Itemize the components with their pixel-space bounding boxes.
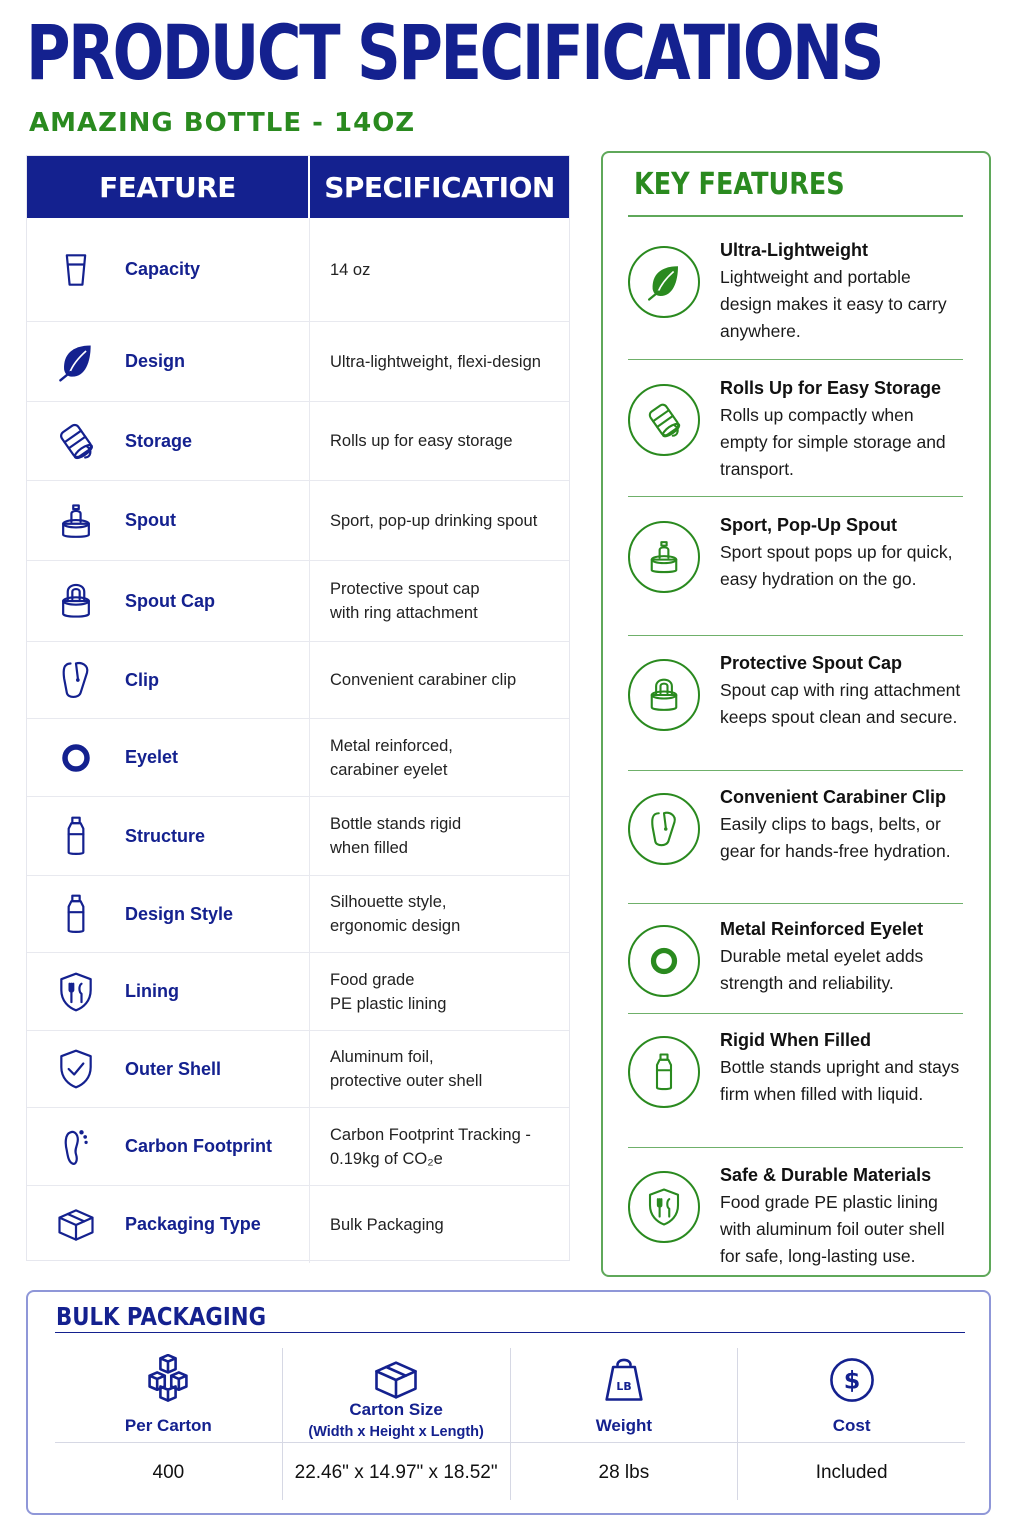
key-feature-item — [628, 1162, 963, 1270]
spec-feature-cell — [27, 322, 310, 401]
bulk-label: Cost — [832, 1416, 871, 1435]
spec-feature-cell — [27, 1186, 310, 1263]
boxes-icon — [55, 1354, 282, 1406]
spec-feature-cell — [27, 561, 310, 641]
rolled-bottle-icon — [27, 419, 125, 463]
key-feature-text — [720, 375, 963, 483]
bulk-packaging-panel — [26, 1290, 991, 1515]
box-icon — [283, 1354, 510, 1406]
bulk-packaging-rule — [55, 1332, 965, 1333]
key-feature-title: Rigid When Filled — [720, 1030, 871, 1050]
bulk-packaging-columns — [55, 1348, 965, 1500]
page-subtitle: AMAZING BOTTLE - 14OZ — [29, 108, 416, 138]
spec-feature-cell — [27, 481, 310, 560]
spec-feature-cell — [27, 402, 310, 480]
key-feature-item — [628, 916, 963, 997]
spec-table-header — [27, 156, 569, 218]
spec-feature-cell — [27, 719, 310, 796]
shield-utensils-icon — [628, 1171, 700, 1243]
spec-feature-cell — [27, 797, 310, 875]
spec-feature-label: Carbon Footprint — [125, 1136, 272, 1156]
key-feature-divider — [628, 903, 963, 904]
svg-text:$: $ — [843, 1366, 860, 1395]
cup-icon — [27, 248, 125, 292]
spec-rows — [27, 218, 569, 1263]
key-feature-item — [628, 237, 963, 345]
spout-icon — [628, 521, 700, 593]
spec-row — [27, 797, 569, 876]
weight-icon — [511, 1354, 738, 1406]
spec-feature-label: Spout Cap — [125, 590, 215, 611]
spec-feature-label: Outer Shell — [125, 1058, 222, 1079]
key-feature-item — [628, 375, 963, 483]
spec-row — [27, 322, 569, 402]
bulk-label-block — [283, 1400, 510, 1440]
key-feature-description: Easily clips to bags, belts, or gear for hands-free hydration. — [720, 814, 951, 861]
key-feature-item — [628, 784, 963, 865]
leaf-icon — [628, 246, 700, 318]
carabiner-icon — [27, 658, 125, 702]
bottle-icon — [628, 1036, 700, 1108]
key-feature-description: Rolls up compactly when empty for simple storage and transport. — [720, 405, 946, 479]
footprint-icon — [27, 1125, 125, 1169]
dollar-icon — [738, 1354, 965, 1406]
eyelet-icon — [27, 736, 125, 780]
key-feature-title: Metal Reinforced Eyelet — [720, 919, 924, 939]
key-feature-description: Lightweight and portable design makes it easy to carry anywhere. — [720, 267, 947, 341]
key-features-title: KEY FEATURES — [634, 167, 845, 202]
spout-cap-icon — [628, 659, 700, 731]
leaf-icon — [27, 340, 125, 384]
spec-row — [27, 1186, 569, 1263]
spec-row — [27, 402, 569, 481]
spec-row — [27, 876, 569, 953]
spec-row — [27, 953, 569, 1031]
bulk-label: Weight — [595, 1416, 653, 1435]
key-feature-text — [720, 784, 963, 865]
key-feature-description: Durable metal eyelet adds strength and reliability. — [720, 946, 924, 993]
page-title: PRODUCT SPECIFICATIONS — [26, 8, 883, 97]
key-feature-description: Sport spout pops up for quick, easy hydration on the go. — [720, 542, 953, 589]
spec-value: Aluminum foil, protective outer shell — [330, 1048, 483, 1090]
spec-feature-label: Structure — [125, 825, 206, 846]
bulk-column — [737, 1348, 965, 1500]
spec-row — [27, 642, 569, 719]
bottle-icon — [27, 814, 125, 858]
spec-feature-label: Capacity — [125, 259, 201, 279]
key-feature-divider — [628, 1013, 963, 1014]
key-feature-divider — [628, 1147, 963, 1148]
spec-feature-cell — [27, 1108, 310, 1185]
key-feature-title: Safe & Durable Materials — [720, 1165, 932, 1185]
spec-feature-label: Lining — [125, 981, 179, 1001]
spec-value: 14 oz — [330, 260, 371, 279]
spec-feature-label: Design Style — [125, 903, 234, 924]
spec-value: Bulk Packaging — [330, 1215, 444, 1234]
spec-value: Sport, pop-up drinking spout — [330, 511, 538, 530]
spec-feature-cell — [27, 218, 310, 321]
spec-value: Rolls up for easy storage — [330, 432, 513, 450]
bulk-value: 400 — [152, 1462, 185, 1483]
spec-feature-label: Packaging Type — [125, 1214, 261, 1234]
spec-row — [27, 1031, 569, 1108]
spec-feature-label: Eyelet — [125, 747, 179, 767]
key-feature-text — [720, 916, 963, 997]
carabiner-icon — [628, 793, 700, 865]
spec-value: Silhouette style, ergonomic design — [330, 893, 461, 935]
svg-text:LB: LB — [616, 1379, 632, 1393]
spec-value: Carbon Footprint Tracking - 0.19kg of CO₂e — [330, 1125, 531, 1168]
key-feature-title: Sport, Pop-Up Spout — [720, 515, 897, 535]
key-feature-description: Food grade PE plastic lining with aluminum foil outer shell for safe, long-lasting use. — [720, 1192, 945, 1266]
bulk-packaging-separator — [55, 1442, 965, 1443]
spec-value: Food grade PE plastic lining — [330, 970, 447, 1013]
spec-feature-cell — [27, 1031, 310, 1107]
key-feature-divider — [628, 496, 963, 497]
bulk-column — [510, 1348, 738, 1500]
key-feature-description: Spout cap with ring attachment keeps spout clean and secure. — [720, 680, 961, 727]
key-feature-divider — [628, 635, 963, 636]
bulk-label: Per Carton — [124, 1416, 212, 1435]
key-features-rule — [628, 215, 963, 217]
key-feature-divider — [628, 359, 963, 360]
spec-row — [27, 218, 569, 322]
spec-value: Metal reinforced, carabiner eyelet — [330, 736, 453, 779]
bulk-value: 28 lbs — [598, 1462, 650, 1483]
spec-feature-label: Spout — [125, 510, 176, 530]
key-feature-text — [720, 650, 963, 731]
key-feature-title: Convenient Carabiner Clip — [720, 787, 947, 807]
spec-value: Protective spout cap with ring attachment — [330, 580, 480, 622]
spec-row — [27, 561, 569, 642]
key-feature-text — [720, 1027, 963, 1108]
spout-cap-icon — [27, 579, 125, 623]
key-feature-text — [720, 237, 963, 345]
bulk-value: Included — [815, 1462, 888, 1483]
shield-check-icon — [27, 1047, 125, 1091]
key-feature-description: Bottle stands upright and stays firm when filled with liquid. — [720, 1057, 960, 1104]
bulk-sublabel: (Width x Height x Length) — [308, 1424, 484, 1440]
spec-value: Ultra-lightweight, flexi-design — [330, 352, 541, 371]
eyelet-icon — [628, 925, 700, 997]
key-feature-item — [628, 512, 963, 593]
spec-feature-label: Storage — [125, 430, 193, 451]
key-feature-divider — [628, 770, 963, 771]
key-features-panel — [601, 151, 991, 1277]
spout-icon — [27, 499, 125, 543]
key-feature-item — [628, 1027, 963, 1108]
spec-table — [26, 155, 570, 1261]
spec-feature-cell — [27, 642, 310, 718]
rolled-bottle-icon — [628, 384, 700, 456]
spec-row — [27, 481, 569, 561]
bulk-label-block — [511, 1416, 738, 1436]
key-feature-title: Protective Spout Cap — [720, 653, 903, 673]
spec-row — [27, 719, 569, 797]
feature-column-header: FEATURE — [27, 156, 310, 218]
bulk-packaging-title: BULK PACKAGING — [56, 1302, 267, 1331]
box-icon — [27, 1203, 125, 1247]
specification-column-header: SPECIFICATION — [324, 170, 555, 204]
spec-feature-label: Clip — [125, 669, 159, 690]
bulk-label-block — [55, 1416, 282, 1436]
spec-value: Bottle stands rigid when filled — [330, 815, 462, 857]
shield-utensils-icon — [27, 970, 125, 1014]
key-feature-title: Rolls Up for Easy Storage — [720, 378, 942, 398]
spec-value: Convenient carabiner clip — [330, 671, 517, 689]
bulk-column — [282, 1348, 510, 1500]
key-feature-text — [720, 1162, 963, 1270]
bulk-value: 22.46" x 14.97" x 18.52" — [294, 1462, 498, 1483]
bulk-label: Carton Size — [349, 1400, 443, 1419]
key-feature-item — [628, 650, 963, 731]
key-feature-text — [720, 512, 963, 593]
spec-row — [27, 1108, 569, 1186]
bulk-column — [55, 1348, 282, 1500]
spec-feature-cell — [27, 876, 310, 952]
bulk-label-block — [738, 1416, 965, 1436]
bottle-icon — [27, 892, 125, 936]
key-feature-title: Ultra-Lightweight — [720, 240, 868, 260]
spec-feature-label: Design — [125, 351, 186, 371]
spec-feature-cell — [27, 953, 310, 1030]
